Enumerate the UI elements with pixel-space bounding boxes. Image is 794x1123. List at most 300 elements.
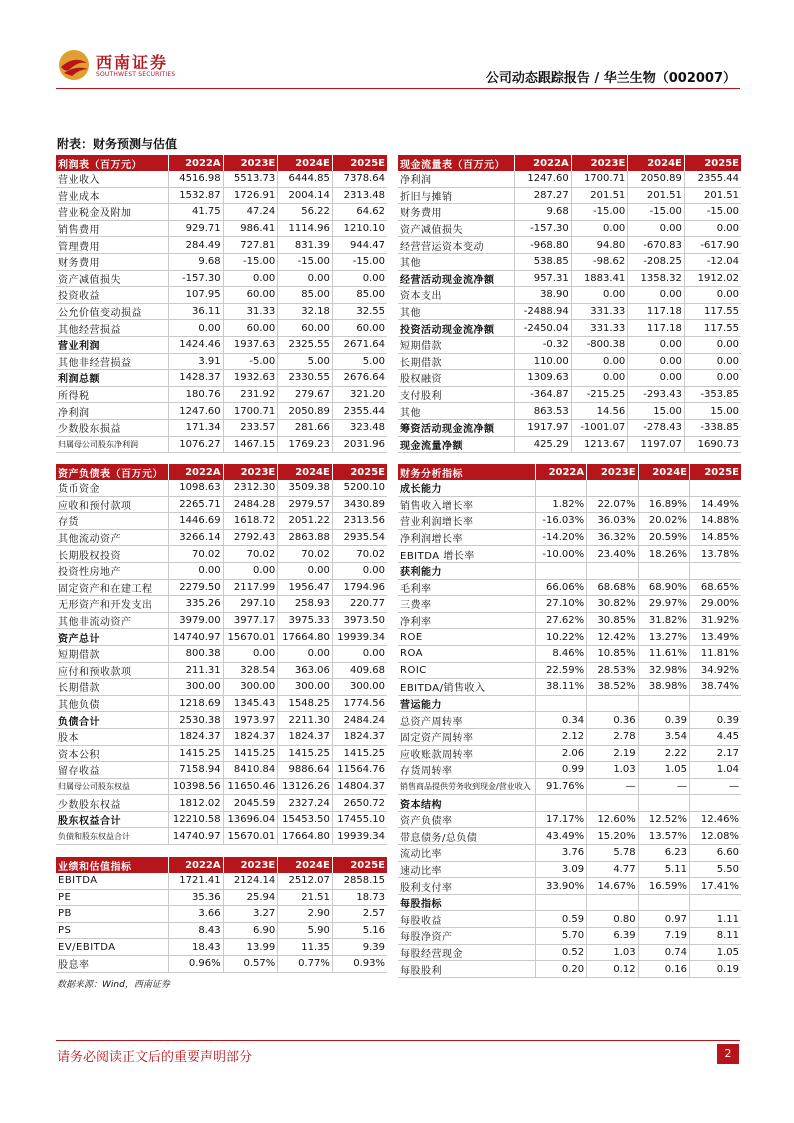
table-row bbox=[398, 546, 741, 563]
table-row bbox=[398, 253, 741, 270]
row-label: 固定资产周转率 bbox=[398, 728, 535, 745]
table-row bbox=[56, 253, 387, 270]
row-value: 14.49% bbox=[690, 496, 741, 513]
row-value: 6444.85 bbox=[278, 171, 333, 187]
row-value: 18.43 bbox=[169, 939, 224, 956]
row-value: 6.90 bbox=[223, 922, 278, 939]
row-value: 0.00 bbox=[571, 287, 628, 304]
row-value: 29.97% bbox=[638, 596, 689, 613]
row-value: 1917.97 bbox=[515, 419, 572, 436]
row-value: 1973.97 bbox=[223, 712, 278, 729]
table-row bbox=[56, 287, 387, 304]
table-row bbox=[56, 873, 387, 889]
row-value: 171.34 bbox=[169, 419, 224, 436]
row-label: 股息率 bbox=[56, 955, 169, 972]
row-value: 1.03 bbox=[587, 944, 638, 961]
row-value: 17.17% bbox=[535, 811, 586, 828]
year-header: 2025E bbox=[690, 464, 741, 480]
table-row bbox=[56, 939, 387, 956]
row-label: 成长能力 bbox=[398, 480, 535, 496]
row-value: 66.06% bbox=[535, 579, 586, 596]
row-value: 863.53 bbox=[515, 403, 572, 420]
row-value: 2051.22 bbox=[278, 513, 333, 530]
row-value: 68.90% bbox=[638, 579, 689, 596]
row-label: 财务费用 bbox=[56, 253, 169, 270]
table-row bbox=[56, 778, 387, 795]
row-value: -338.85 bbox=[684, 419, 741, 436]
row-value: 5.16 bbox=[332, 922, 387, 939]
row-value: 0.39 bbox=[638, 712, 689, 729]
row-value: 7158.94 bbox=[169, 762, 224, 779]
row-label: 其他 bbox=[398, 303, 515, 320]
table-row bbox=[56, 403, 387, 420]
row-value: 1467.15 bbox=[223, 436, 278, 453]
row-label: 其他经营损益 bbox=[56, 320, 169, 337]
row-value: 22.59% bbox=[535, 662, 586, 679]
row-value: 831.39 bbox=[278, 237, 333, 254]
table-header-row bbox=[398, 155, 741, 171]
row-value: 0.00 bbox=[684, 336, 741, 353]
table-row bbox=[56, 679, 387, 696]
row-value: 12.52% bbox=[638, 811, 689, 828]
row-value: 1415.25 bbox=[169, 745, 224, 762]
row-label: 总资产周转率 bbox=[398, 712, 535, 729]
row-value: 284.49 bbox=[169, 237, 224, 254]
row-value: 1700.71 bbox=[223, 403, 278, 420]
footer-disclaimer: 请务必阅读正文后的重要声明部分 bbox=[57, 1050, 253, 1065]
year-header: 2022A bbox=[515, 155, 572, 171]
row-value: 2.06 bbox=[535, 745, 586, 762]
row-label: 现金流量净额 bbox=[398, 436, 515, 453]
row-label: 其他非经营损益 bbox=[56, 353, 169, 370]
row-label: PS bbox=[56, 922, 169, 939]
row-label: 每股收益 bbox=[398, 911, 535, 928]
row-label: 股本 bbox=[56, 728, 169, 745]
row-value: 328.54 bbox=[223, 662, 278, 679]
table-row bbox=[398, 795, 741, 812]
row-value: 85.00 bbox=[332, 287, 387, 304]
table-row bbox=[398, 845, 741, 862]
row-value: 1532.87 bbox=[169, 187, 224, 204]
row-value: 3979.00 bbox=[169, 612, 224, 629]
row-value: 13696.04 bbox=[223, 811, 278, 828]
row-value: 300.00 bbox=[223, 679, 278, 696]
table-row bbox=[398, 944, 741, 961]
row-value: 3.66 bbox=[169, 906, 224, 923]
row-value: 2863.88 bbox=[278, 529, 333, 546]
appendix-title: 附表：财务预测与估值 bbox=[57, 137, 178, 151]
row-label: 每股股利 bbox=[398, 961, 535, 978]
row-value: 0.16 bbox=[638, 961, 689, 978]
row-label: 少数股东权益 bbox=[56, 795, 169, 812]
row-value: 85.00 bbox=[278, 287, 333, 304]
row-value: 0.00 bbox=[571, 370, 628, 387]
row-value: 0.00 bbox=[332, 562, 387, 579]
row-value: 17664.80 bbox=[278, 629, 333, 646]
row-label: 无形资产和开发支出 bbox=[56, 596, 169, 613]
row-value: -15.00 bbox=[684, 204, 741, 221]
row-value: 1937.63 bbox=[223, 336, 278, 353]
row-label: 资产减值损失 bbox=[56, 270, 169, 287]
table-row bbox=[398, 370, 741, 387]
row-value: 25.94 bbox=[223, 889, 278, 906]
row-value: 2313.48 bbox=[332, 187, 387, 204]
row-label: ROIC bbox=[398, 662, 535, 679]
row-value: 331.33 bbox=[571, 303, 628, 320]
row-value: 41.75 bbox=[169, 204, 224, 221]
row-label: 净利润 bbox=[56, 403, 169, 420]
row-label: 每股经营现金 bbox=[398, 944, 535, 961]
financial-analysis-table bbox=[398, 464, 741, 978]
row-value: 211.31 bbox=[169, 662, 224, 679]
row-value: 33.90% bbox=[535, 878, 586, 895]
row-value: 986.41 bbox=[223, 220, 278, 237]
table-row bbox=[398, 728, 741, 745]
row-value bbox=[638, 695, 689, 712]
row-value: -670.83 bbox=[628, 237, 685, 254]
row-value: 331.33 bbox=[571, 320, 628, 337]
row-value: 117.55 bbox=[684, 303, 741, 320]
table-row bbox=[398, 204, 741, 221]
table-row bbox=[398, 629, 741, 646]
year-header: 2024E bbox=[628, 155, 685, 171]
row-label: ROA bbox=[398, 645, 535, 662]
row-label: 营业收入 bbox=[56, 171, 169, 187]
table-header-row bbox=[56, 155, 387, 171]
row-value: 2117.99 bbox=[223, 579, 278, 596]
row-value: 297.10 bbox=[223, 596, 278, 613]
row-value: 11.35 bbox=[278, 939, 333, 956]
row-value: 3.09 bbox=[535, 861, 586, 878]
table-row bbox=[56, 496, 387, 513]
row-value: 0.00 bbox=[684, 220, 741, 237]
row-label: 营业税金及附加 bbox=[56, 204, 169, 221]
table-row bbox=[398, 762, 741, 779]
table-row bbox=[398, 861, 741, 878]
row-value: 1824.37 bbox=[278, 728, 333, 745]
table-row bbox=[398, 778, 741, 795]
valuation-table bbox=[56, 857, 387, 973]
table-row bbox=[398, 894, 741, 911]
row-value: 0.00 bbox=[684, 370, 741, 387]
row-value: 18.26% bbox=[638, 546, 689, 563]
table-row bbox=[56, 480, 387, 496]
row-value: -10.00% bbox=[535, 546, 586, 563]
row-value: 1690.73 bbox=[684, 436, 741, 453]
row-value: 0.00 bbox=[169, 562, 224, 579]
row-value: 15.00 bbox=[628, 403, 685, 420]
row-value: 1415.25 bbox=[223, 745, 278, 762]
row-value: 944.47 bbox=[332, 237, 387, 254]
table-row bbox=[398, 679, 741, 696]
row-value: 7.19 bbox=[638, 928, 689, 945]
row-value: 0.20 bbox=[535, 961, 586, 978]
table-title: 现金流量表（百万元） bbox=[398, 155, 515, 171]
row-value: 957.31 bbox=[515, 270, 572, 287]
row-label: 股利支付率 bbox=[398, 878, 535, 895]
row-value: 14.88% bbox=[690, 513, 741, 530]
row-value: 2979.57 bbox=[278, 496, 333, 513]
footer-divider bbox=[56, 1040, 740, 1041]
row-value: 1824.37 bbox=[332, 728, 387, 745]
table-row bbox=[398, 320, 741, 337]
row-value: 538.85 bbox=[515, 253, 572, 270]
table-row bbox=[56, 728, 387, 745]
row-value: 6.60 bbox=[690, 845, 741, 862]
row-value: 5513.73 bbox=[223, 171, 278, 187]
row-value: 31.92% bbox=[690, 612, 741, 629]
row-label: 负债和股东权益合计 bbox=[56, 828, 169, 845]
row-value: 1345.43 bbox=[223, 695, 278, 712]
row-value: 2031.96 bbox=[332, 436, 387, 453]
row-value: 8.11 bbox=[690, 928, 741, 945]
row-value: 16.89% bbox=[638, 496, 689, 513]
row-value bbox=[638, 894, 689, 911]
row-value bbox=[638, 480, 689, 496]
row-value: 300.00 bbox=[332, 679, 387, 696]
row-value: 5.70 bbox=[535, 928, 586, 945]
row-value: 36.03% bbox=[587, 513, 638, 530]
table-title: 业绩和估值指标 bbox=[56, 857, 169, 873]
row-value: 1956.47 bbox=[278, 579, 333, 596]
table-row bbox=[56, 662, 387, 679]
row-value: 0.12 bbox=[587, 961, 638, 978]
row-value bbox=[690, 894, 741, 911]
row-value: 1247.60 bbox=[169, 403, 224, 420]
row-value: 3430.89 bbox=[332, 496, 387, 513]
row-value: 9.39 bbox=[332, 939, 387, 956]
row-value: 0.00 bbox=[684, 287, 741, 304]
row-value: -15.00 bbox=[278, 253, 333, 270]
row-value: 3266.14 bbox=[169, 529, 224, 546]
row-value: 17455.10 bbox=[332, 811, 387, 828]
table-row bbox=[398, 911, 741, 928]
row-value: 17664.80 bbox=[278, 828, 333, 845]
row-value: 68.68% bbox=[587, 579, 638, 596]
table-row bbox=[56, 171, 387, 187]
table-row bbox=[398, 712, 741, 729]
table-row bbox=[398, 336, 741, 353]
row-label: 股权融资 bbox=[398, 370, 515, 387]
company-logo bbox=[56, 47, 176, 83]
row-value: 0.00 bbox=[332, 270, 387, 287]
page-header bbox=[56, 47, 740, 91]
row-value: 287.27 bbox=[515, 187, 572, 204]
row-value: 1774.56 bbox=[332, 695, 387, 712]
row-value: 38.98% bbox=[638, 679, 689, 696]
row-value: 21.51 bbox=[278, 889, 333, 906]
row-label: 货币资金 bbox=[56, 480, 169, 496]
row-label: 利润总额 bbox=[56, 370, 169, 387]
row-label: 流动比率 bbox=[398, 845, 535, 862]
row-value: 43.49% bbox=[535, 828, 586, 845]
row-value: 281.66 bbox=[278, 419, 333, 436]
row-value bbox=[690, 695, 741, 712]
row-value: 2312.30 bbox=[223, 480, 278, 496]
row-value: 70.02 bbox=[278, 546, 333, 563]
row-value: 201.51 bbox=[571, 187, 628, 204]
row-value: 2050.89 bbox=[278, 403, 333, 420]
table-header-row bbox=[56, 464, 387, 480]
row-value: 0.00 bbox=[169, 320, 224, 337]
row-label: 财务费用 bbox=[398, 204, 515, 221]
row-value: 19939.34 bbox=[332, 828, 387, 845]
logo-emblem-icon bbox=[56, 47, 92, 83]
row-label: 营运能力 bbox=[398, 695, 535, 712]
row-value: 2330.55 bbox=[278, 370, 333, 387]
row-value: 0.00 bbox=[278, 645, 333, 662]
row-value: 107.95 bbox=[169, 287, 224, 304]
row-value: 0.80 bbox=[587, 911, 638, 928]
table-row bbox=[398, 287, 741, 304]
row-label: PE bbox=[56, 889, 169, 906]
row-label: 投资性房地产 bbox=[56, 562, 169, 579]
row-label: 销售费用 bbox=[56, 220, 169, 237]
row-value bbox=[587, 894, 638, 911]
row-value: 0.00 bbox=[628, 353, 685, 370]
row-value: 2858.15 bbox=[332, 873, 387, 889]
row-label: 股东权益合计 bbox=[56, 811, 169, 828]
row-value: 1446.69 bbox=[169, 513, 224, 530]
row-value: 279.67 bbox=[278, 386, 333, 403]
row-value: 1932.63 bbox=[223, 370, 278, 387]
row-value bbox=[690, 480, 741, 496]
row-value: 13.57% bbox=[638, 828, 689, 845]
row-value: 1076.27 bbox=[169, 436, 224, 453]
table-row bbox=[56, 955, 387, 972]
row-value: 23.40% bbox=[587, 546, 638, 563]
income-table-container bbox=[56, 155, 387, 453]
row-value: 15.00 bbox=[684, 403, 741, 420]
row-value: 3977.17 bbox=[223, 612, 278, 629]
year-header: 2025E bbox=[332, 155, 387, 171]
row-label: 归属母公司股东净利润 bbox=[56, 436, 169, 453]
table-row bbox=[398, 237, 741, 254]
logo-en-text: SOUTHWEST SECURITIES bbox=[96, 71, 176, 78]
row-value: 5.50 bbox=[690, 861, 741, 878]
row-label: EBITDA/销售收入 bbox=[398, 679, 535, 696]
year-header: 2023E bbox=[223, 464, 278, 480]
row-value: 14.85% bbox=[690, 529, 741, 546]
row-label: 短期借款 bbox=[56, 645, 169, 662]
row-value: 9.68 bbox=[169, 253, 224, 270]
table-row bbox=[56, 303, 387, 320]
row-value: -157.30 bbox=[169, 270, 224, 287]
row-value: 2050.89 bbox=[628, 171, 685, 187]
table-row bbox=[56, 811, 387, 828]
table-row bbox=[398, 645, 741, 662]
table-title: 财务分析指标 bbox=[398, 464, 535, 480]
row-label: 应收账款周转率 bbox=[398, 745, 535, 762]
row-value: 5.00 bbox=[332, 353, 387, 370]
row-value: 0.97 bbox=[638, 911, 689, 928]
row-value: 1769.23 bbox=[278, 436, 333, 453]
row-label: 投资活动现金流净额 bbox=[398, 320, 515, 337]
row-value: 15.20% bbox=[587, 828, 638, 845]
row-value: 2279.50 bbox=[169, 579, 224, 596]
row-label: 营业利润 bbox=[56, 336, 169, 353]
table-row bbox=[398, 403, 741, 420]
row-label: EBITDA bbox=[56, 873, 169, 889]
row-value bbox=[587, 480, 638, 496]
row-value: 70.02 bbox=[169, 546, 224, 563]
row-value: 3.27 bbox=[223, 906, 278, 923]
year-header: 2022A bbox=[535, 464, 586, 480]
row-value: 4.45 bbox=[690, 728, 741, 745]
row-value: 0.00 bbox=[628, 336, 685, 353]
row-value: -278.43 bbox=[628, 419, 685, 436]
row-value: 1726.91 bbox=[223, 187, 278, 204]
row-value: 300.00 bbox=[278, 679, 333, 696]
row-label: 经营活动现金流净额 bbox=[398, 270, 515, 287]
year-header: 2022A bbox=[169, 464, 224, 480]
table-row bbox=[56, 562, 387, 579]
table-row bbox=[398, 513, 741, 530]
table-row bbox=[398, 436, 741, 453]
row-value: 30.82% bbox=[587, 596, 638, 613]
row-value: -2450.04 bbox=[515, 320, 572, 337]
row-value: 0.00 bbox=[628, 370, 685, 387]
row-value bbox=[535, 894, 586, 911]
row-value: 0.77% bbox=[278, 955, 333, 972]
table-row bbox=[398, 496, 741, 513]
year-header: 2024E bbox=[278, 464, 333, 480]
row-label: 三费率 bbox=[398, 596, 535, 613]
analysis-table-container bbox=[398, 464, 741, 978]
row-label: 投资收益 bbox=[56, 287, 169, 304]
row-value: 13126.26 bbox=[278, 778, 333, 795]
table-row bbox=[398, 220, 741, 237]
row-value: 0.00 bbox=[223, 270, 278, 287]
table-row bbox=[56, 386, 387, 403]
row-value: 3509.38 bbox=[278, 480, 333, 496]
row-value: 1721.41 bbox=[169, 873, 224, 889]
row-value: 0.00 bbox=[628, 287, 685, 304]
row-value: 32.98% bbox=[638, 662, 689, 679]
row-value: 35.36 bbox=[169, 889, 224, 906]
row-value: 0.34 bbox=[535, 712, 586, 729]
row-value bbox=[638, 795, 689, 812]
report-title: 公司动态跟踪报告 / 华兰生物（002007） bbox=[485, 71, 736, 86]
year-header: 2023E bbox=[223, 155, 278, 171]
page-number: 2 bbox=[717, 1044, 739, 1064]
row-label: 净利率 bbox=[398, 612, 535, 629]
row-value: -208.25 bbox=[628, 253, 685, 270]
row-label: 每股净资产 bbox=[398, 928, 535, 945]
row-label: 存货周转率 bbox=[398, 762, 535, 779]
table-row bbox=[56, 419, 387, 436]
row-value: 0.52 bbox=[535, 944, 586, 961]
row-label: 留存收益 bbox=[56, 762, 169, 779]
table-row bbox=[56, 745, 387, 762]
table-row bbox=[398, 270, 741, 287]
row-value: 4516.98 bbox=[169, 171, 224, 187]
row-value: 11.81% bbox=[690, 645, 741, 662]
row-label: 其他 bbox=[398, 403, 515, 420]
row-value: 11564.76 bbox=[332, 762, 387, 779]
row-value: 3.54 bbox=[638, 728, 689, 745]
row-value: -2488.94 bbox=[515, 303, 572, 320]
row-value: 0.00 bbox=[628, 220, 685, 237]
table-row bbox=[398, 562, 741, 579]
row-label: 获利能力 bbox=[398, 562, 535, 579]
row-value: 1.03 bbox=[587, 762, 638, 779]
table-row bbox=[398, 961, 741, 978]
row-value: 1883.41 bbox=[571, 270, 628, 287]
row-value: 1114.96 bbox=[278, 220, 333, 237]
row-value: 2.12 bbox=[535, 728, 586, 745]
year-header: 2024E bbox=[278, 857, 333, 873]
